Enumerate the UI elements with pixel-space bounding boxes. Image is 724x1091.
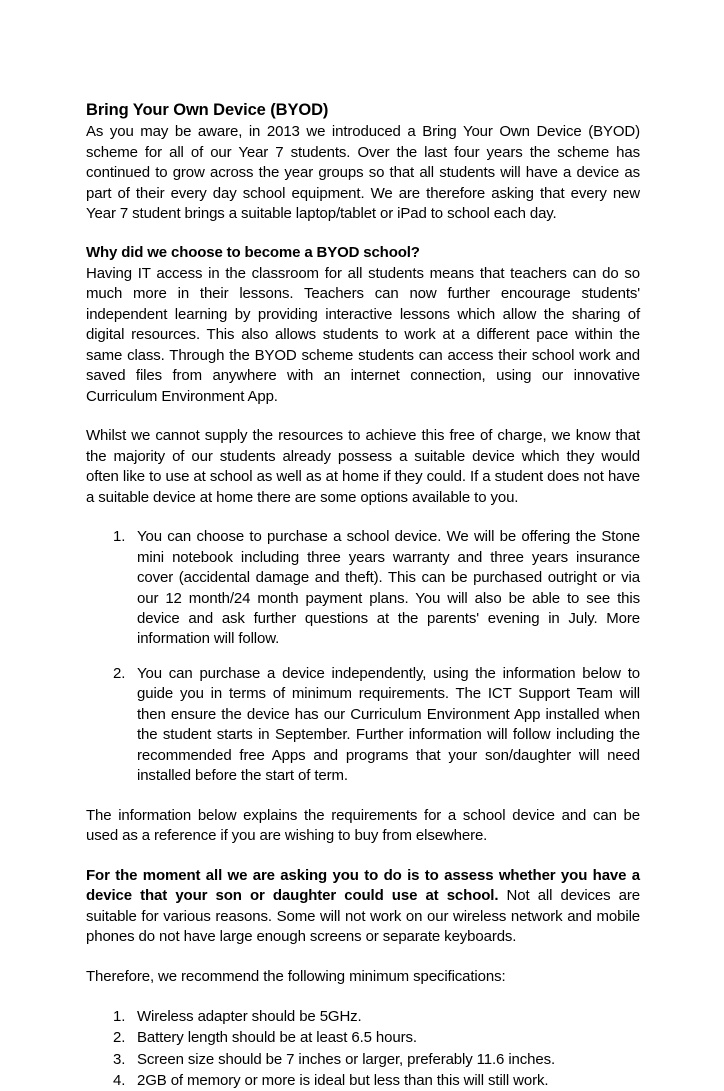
list-item-text: Screen size should be 7 inches or larger, preferably 11.6 inches. — [137, 1050, 556, 1068]
paragraph-spacer — [86, 787, 640, 806]
specifications-list — [86, 1006, 640, 1091]
list-marker: 4. — [113, 1071, 126, 1089]
paragraph-spacer — [86, 987, 640, 1006]
paragraph-spacer — [86, 847, 640, 866]
list-item-text: 2GB of memory or more is ideal but less than this will still work. — [137, 1071, 549, 1089]
list-marker: 2. — [113, 664, 126, 682]
recommend-paragraph: Therefore, we recommend the following minimum specifications: — [86, 967, 506, 985]
list-marker: 3. — [113, 1050, 126, 1068]
list-item — [86, 1027, 640, 1048]
list-marker: 2. — [113, 1029, 126, 1047]
list-item — [86, 1049, 640, 1070]
resources-paragraph: Whilst we cannot supply the resources to achieve this free of charge, we know that the majority of our students already possess a suitable device which they would often like to use at school as well as at home if they could. If a student does not have a suitable device at home there are some options available to you. — [86, 427, 640, 506]
list-item-text: Battery length should be at least 6.5 hours. — [137, 1029, 417, 1047]
paragraph-spacer — [86, 508, 640, 527]
list-item — [86, 1070, 640, 1091]
options-list — [86, 527, 640, 787]
paragraph-spacer — [86, 407, 640, 426]
list-item-text: You can choose to purchase a school device. We will be offering the Stone mini notebook including three years warranty and three years insurance cover (accidental damage and theft). This can be purchased outright or via our 12 month/24 month payment plans. You will also be able to see this device and ask further questions at the parents' evening in July. More information will follow. — [137, 528, 640, 648]
section-heading-why-byod: Why did we choose to become a BYOD school? — [86, 244, 420, 262]
assess-paragraph-rest: Not all devices are suitable for various reasons. Some will not work on our wireless network and mobile phones do not have large enough screens or separate keyboards. — [86, 887, 640, 946]
section-paragraph-why-byod: Having IT access in the classroom for all students means that teachers can do so much more in their lessons. Teachers can now further encourage students' independent learning by providing interactive lessons which allow the sharing of digital resources. This also allows students to work at a different pace within the same class. Through the BYOD scheme students can access their school work and saved files from anywhere with an internet connection, using our innovative Curriculum Environment App. — [86, 264, 640, 405]
intro-paragraph: As you may be aware, in 2013 we introduced a Bring Your Own Device (BYOD) scheme for all of our Year 7 students. Over the last four years the scheme has continued to grow across the year groups so that all students will have a device as part of their every day school equipment. We are therefore asking that every new Year 7 student brings a suitable laptop/tablet or iPad to school each day. — [86, 123, 640, 222]
list-item — [86, 527, 640, 650]
assess-paragraph-emphasis: For the moment all we are asking you to do is to assess whether you have a device that your son or daughter could use at school. — [86, 866, 640, 905]
page-title: Bring Your Own Device (BYOD) — [86, 101, 329, 119]
list-item-text: You can purchase a device independently, using the information below to guide you in terms of minimum requirements. The ICT Support Team will then ensure the device has our Curriculum Environment App installed when the student starts in September. Further information will follow including the recommended free Apps and programs that your son/daughter will need installed before the start of term. — [137, 664, 640, 785]
list-item — [86, 664, 640, 787]
list-marker: 1. — [113, 1008, 126, 1026]
list-item — [86, 1006, 640, 1027]
document-body — [86, 100, 640, 1091]
assess-paragraph — [86, 866, 640, 948]
paragraph-spacer — [86, 224, 640, 243]
list-marker: 1. — [113, 528, 126, 546]
list-item-text: Wireless adapter should be 5GHz. — [137, 1008, 362, 1026]
paragraph-spacer — [86, 948, 640, 967]
reference-paragraph: The information below explains the requirements for a school device and can be used as a reference if you are wishing to buy from elsewhere. — [86, 806, 640, 845]
